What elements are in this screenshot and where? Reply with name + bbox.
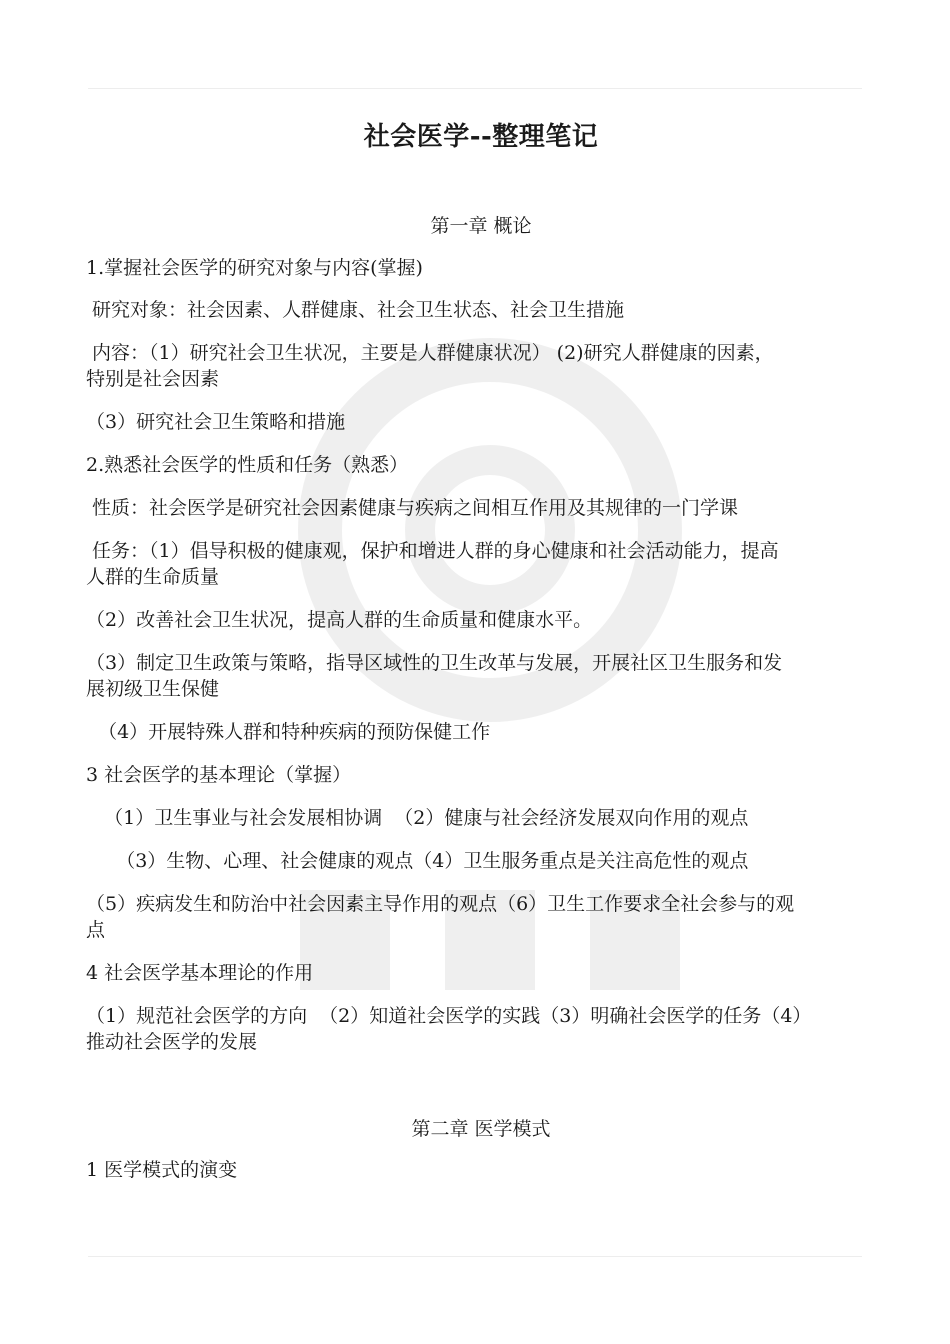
header-rule (88, 88, 862, 89)
section-4-heading: 4 社会医学基本理论的作用 (86, 962, 314, 984)
content-line-1: 内容：（1）研究社会卫生状况，主要是人群健康状况） (2)研究人群健康的因素， (86, 342, 774, 364)
theory-items-1-2: （1）卫生事业与社会发展相协调 （2）健康与社会经济发展双向作用的观点 (86, 807, 749, 829)
theory-items-5-6-line-2: 点 (86, 919, 106, 941)
nature-line: 性质：社会医学是研究社会因素健康与疾病之间相互作用及其规律的一门学课 (86, 497, 739, 519)
research-object-line: 研究对象：社会因素、人群健康、社会卫生状态、社会卫生措施 (86, 299, 625, 321)
task-4-line: （4）开展特殊人群和特种疾病的预防保健工作 (86, 721, 491, 743)
theory-items-3-4: （3）生物、心理、社会健康的观点（4）卫生服务重点是关注高危性的观点 (86, 850, 749, 872)
content-line-3: （3）研究社会卫生策略和措施 (86, 411, 346, 433)
chapter-2-heading: 第二章 医学模式 (411, 1118, 551, 1140)
task-1-line-2: 人群的生命质量 (86, 566, 220, 588)
function-items-line-1: （1）规范社会医学的方向 （2）知道社会医学的实践（3）明确社会医学的任务（4） (86, 1005, 812, 1027)
section-1-heading: 1.掌握社会医学的研究对象与内容(掌握) (86, 257, 423, 279)
theory-items-5-6-line-1: （5）疾病发生和防治中社会因素主导作用的观点（6）卫生工作要求全社会参与的观 (86, 893, 795, 915)
section-3-heading: 3 社会医学的基本理论（掌握） (86, 764, 352, 786)
task-3-line-2: 展初级卫生保健 (86, 678, 220, 700)
chapter-2-section-1-heading: 1 医学模式的演变 (86, 1159, 238, 1181)
document-title: 社会医学--整理笔记 (363, 122, 599, 152)
chapter-1-heading: 第一章 概论 (430, 215, 532, 237)
task-1-line-1: 任务：（1）倡导积极的健康观，保护和增进人群的身心健康和社会活动能力，提高 (86, 540, 779, 562)
section-2-heading: 2.熟悉社会医学的性质和任务（熟悉） (86, 454, 409, 476)
function-items-line-2: 推动社会医学的发展 (86, 1031, 258, 1053)
content-line-2: 特别是社会因素 (86, 368, 220, 390)
task-2-line: （2）改善社会卫生状况，提高人群的生命质量和健康水平。 (86, 609, 593, 631)
footer-rule (88, 1256, 862, 1257)
task-3-line-1: （3）制定卫生政策与策略，指导区域性的卫生改革与发展，开展社区卫生服务和发 (86, 652, 783, 674)
